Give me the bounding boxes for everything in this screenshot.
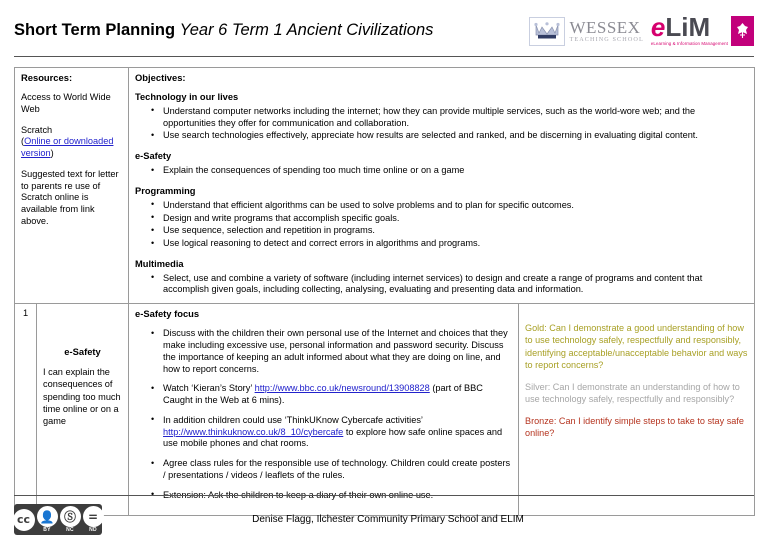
activity-text-tail: to explore how safe online spaces and use mobile phones and chat rooms. <box>163 426 503 449</box>
objectives-section-programming <box>135 186 748 250</box>
success-criteria-silver: Silver: Can I demonstrate an understanding of how to use technology safely, respectfully and responsibly? <box>525 381 740 405</box>
objectives-section-multimedia <box>135 259 748 296</box>
objectives-bullet: • Understand computer networks including the internet; how they can provide multiple services, such as the world-wore web; and the opportunities they offer for communication and collaboration. <box>151 106 748 130</box>
resources-heading: Resources: <box>21 72 73 83</box>
page-title-subject: Year 6 Term 1 Ancient Civilizations <box>179 21 434 39</box>
no-commercial-icon: Ⓢ <box>60 506 81 527</box>
wessex-wordmark <box>569 19 643 43</box>
scratch-online-link[interactable]: Online or downloaded version <box>21 136 114 159</box>
no-derivatives-icon: = <box>83 506 104 527</box>
cc-icon <box>13 509 35 531</box>
activity-text: Agree class rules for the responsible use of technology. Children could create posters / presentations / videos / leaflets of the rules. <box>163 458 511 480</box>
crown-icon <box>529 17 565 46</box>
objectives-bullet: • Understand that efficient algorithms can be used to solve problems and to plan for specific outcomes. <box>151 200 748 212</box>
cc-nd-icon <box>83 506 104 533</box>
planning-table <box>14 67 755 516</box>
objectives-section-title: Programming <box>135 185 196 196</box>
objectives-bullet: • Select, use and combine a variety of software (including internet services) to design and create a range of programs and content that accomplish given goals, including collecting, analysing, evaluating and presenting data and information. <box>151 273 748 297</box>
lesson-objective-cell <box>37 304 129 516</box>
activity-text: Discuss with the children their own personal use of the Internet and choices that they make including excessive use, personal information and password security. Discuss the importance of keeping an adult informed about what they are doing on line, and how to report concerns. <box>163 328 508 374</box>
wessex-teaching-school-logo <box>529 17 643 46</box>
page-title-bold: Short Term Planning <box>14 21 176 39</box>
lesson-objective-text: I can explain the consequences of spending too much time online or on a game <box>43 367 121 426</box>
elim-logo <box>650 12 754 46</box>
thinkuknow-cybercafe-link[interactable]: http://www.thinkuknow.co.uk/8_10/cybercafe <box>163 426 344 437</box>
person-icon: 👤 <box>37 506 58 527</box>
elim-lim-letters: LiM <box>665 12 711 43</box>
lesson-objective-title: e-Safety <box>64 346 101 358</box>
resources-scratch-label: Scratch <box>21 124 53 135</box>
resources-letter-text: Suggested text for letter to parents re use of Scratch online is available from link above. <box>21 168 119 226</box>
cc-by-icon <box>37 506 58 533</box>
scratch-link-paren-open: ( <box>21 136 25 147</box>
somerset-crest-icon <box>731 16 754 46</box>
objectives-bullet-list <box>135 273 748 297</box>
cc-nc-label: NC <box>66 527 74 533</box>
wessex-tagline: TEACHING SCHOOL <box>569 35 644 43</box>
activity-item <box>151 415 512 450</box>
elim-wordmark <box>650 12 728 46</box>
cc-logo-icon: cc <box>13 509 35 531</box>
objectives-bullet-list <box>135 106 748 142</box>
objectives-bullet-list <box>135 200 748 250</box>
lesson-activities-cell <box>129 304 519 516</box>
objectives-section-title: e-Safety <box>135 151 172 162</box>
activities-heading: e-Safety focus <box>135 308 200 320</box>
table-row-lesson <box>15 304 755 516</box>
activity-item <box>151 458 512 482</box>
objectives-bullet-list <box>135 165 748 177</box>
objectives-bullet: • Explain the consequences of spending too much time online or on a game <box>151 165 748 177</box>
objectives-section-esafety <box>135 151 748 177</box>
objectives-section-technology <box>135 92 748 142</box>
objectives-section-title: Technology in our lives <box>135 92 239 103</box>
cc-nd-label: ND <box>89 527 97 533</box>
footer-attribution-text: Denise Flagg, Ilchester Community Primary School and ELIM <box>252 514 524 525</box>
objectives-bullet: • Design and write programs that accomplish specific goals. <box>151 213 748 225</box>
success-criteria-cell <box>519 304 755 516</box>
activity-item <box>151 328 512 375</box>
activity-text-tail: (part of BBC Caught in the Web at 6 mins). <box>163 383 483 406</box>
activity-text: Extension: Ask the children to keep a diary of their own online use. <box>163 489 434 500</box>
objectives-bullet: • Use sequence, selection and repetition in programs. <box>151 225 748 237</box>
page-title <box>14 16 433 39</box>
success-criteria-bronze: Bronze: Can I identify simple steps to take to stay safe online? <box>525 416 744 439</box>
bbc-newsround-link[interactable]: http://www.bbc.co.uk/newsround/13908828 <box>254 383 430 394</box>
document-header <box>14 0 754 56</box>
activity-item <box>151 383 512 407</box>
resources-scratch <box>21 125 122 160</box>
header-divider <box>14 56 754 57</box>
success-criteria-gold: Gold: Can I demonstrate a good understanding of how to use technology safely, respectfully and responsibly, identifying acceptable/unacceptable behavior and ways to report concerns? <box>525 323 748 370</box>
footer-divider <box>14 495 754 496</box>
objectives-cell <box>129 68 755 304</box>
objectives-bullet: • Use search technologies effectively, appreciate how results are selected and ranked, and be discerning in evaluating digital content. <box>151 130 748 142</box>
resources-access-text: Access to World Wide Web <box>21 92 111 114</box>
objectives-heading: Objectives: <box>135 72 186 83</box>
table-row-resources-objectives <box>15 68 755 304</box>
creative-commons-badge <box>14 504 102 535</box>
document-footer <box>14 495 754 535</box>
cc-nc-icon <box>60 506 81 533</box>
scratch-link-paren-close: ) <box>50 148 54 159</box>
elim-tagline: eLearning & Information Management <box>650 40 728 46</box>
resources-cell <box>15 68 129 304</box>
activity-text: In addition children could use ‘ThinkUKnow Cybercafe activities’ <box>163 414 423 425</box>
objectives-bullet: • Use logical reasoning to detect and correct errors in algorithms and programs. <box>151 238 748 250</box>
logo-group <box>529 12 754 46</box>
objectives-section-title: Multimedia <box>135 258 184 269</box>
activity-text: Watch ‘Kieran’s Story’ <box>163 383 255 394</box>
cc-by-label: BY <box>43 527 51 533</box>
activities-bullet-list <box>135 328 512 501</box>
wessex-name: WESSEX <box>569 17 641 37</box>
elim-e-letter: e <box>650 12 666 43</box>
lesson-number-cell: 1 <box>15 304 37 516</box>
